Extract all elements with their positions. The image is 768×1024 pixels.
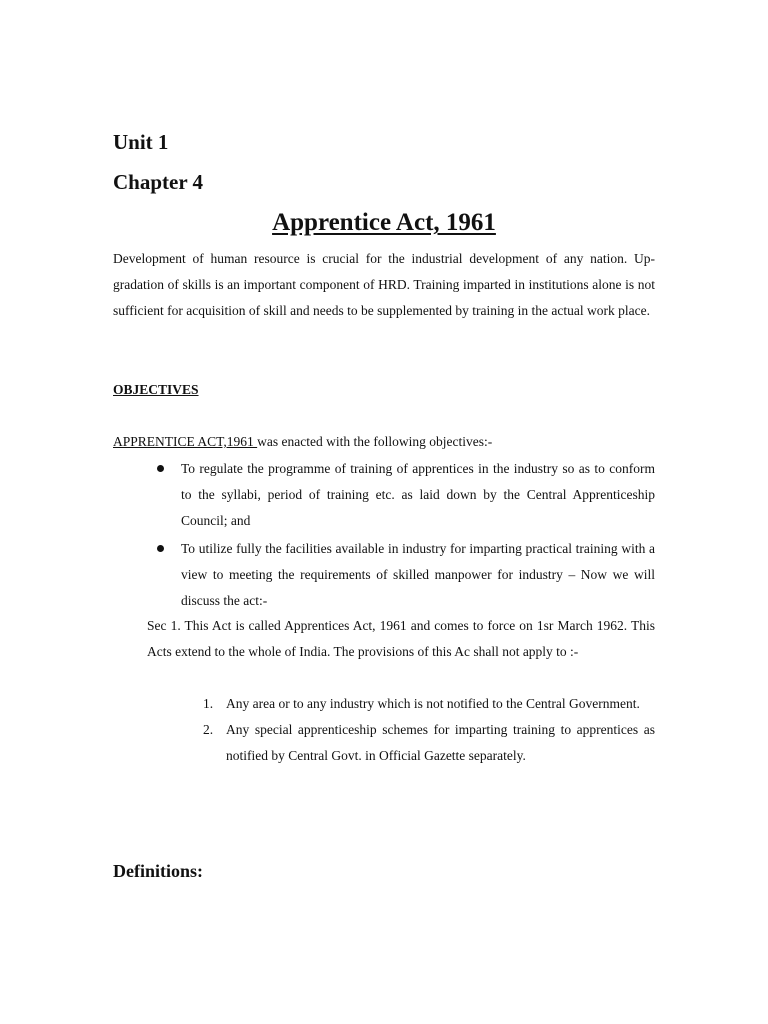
objective-text: To regulate the programme of training of apprentices in the industry so as to conform to the syllabi, period of training etc. as laid down by the Central Apprenticeship Council; and (181, 461, 655, 528)
list-item (113, 691, 655, 717)
unit-heading: Unit 1 (113, 130, 169, 154)
exclusion-text: Any area or to any industry which is not notified to the Central Government. (226, 696, 640, 711)
list-number: 1. (203, 696, 214, 711)
chapter-heading: Chapter 4 (113, 170, 204, 194)
section-1-paragraph: Sec 1. This Act is called Apprentices Act, 1961 and comes to force on 1sr March 1962. This Acts extend to the whole of India. The provisions of this Ac shall not apply to :- (147, 618, 655, 659)
intro-paragraph: Development of human resource is crucial for the industrial development of any nation. Up-gradation of skills is an important component of HRD. Training imparted in institutions alone is not sufficient for acquisition of skill and needs to be supplemented by training in the actual work place. (113, 251, 655, 318)
list-item (113, 456, 655, 534)
list-item (113, 536, 655, 614)
exclusions-list (113, 691, 655, 769)
enacted-rest: was enacted with the following objectives:- (257, 434, 493, 449)
objectives-list (113, 456, 655, 616)
bullet-icon (157, 465, 164, 472)
enacted-sentence (113, 429, 655, 455)
list-item (113, 717, 655, 769)
objectives-heading: OBJECTIVES (113, 382, 199, 397)
bullet-icon (157, 545, 164, 552)
exclusion-text: Any special apprenticeship schemes for imparting training to apprentices as notified by Central Govt. in Official Gazette separately. (226, 722, 655, 763)
page-title (113, 207, 655, 239)
act-name: APPRENTICE ACT,1961 (113, 434, 258, 449)
list-number: 2. (203, 722, 214, 737)
title-text: Apprentice Act, 1961 (272, 209, 496, 236)
objective-text: To utilize fully the facilities available in industry for imparting practical training with a view to meeting the requirements of skilled manpower for industry – Now we will discuss the act:- (181, 541, 655, 608)
definitions-heading: Definitions: (113, 861, 203, 881)
